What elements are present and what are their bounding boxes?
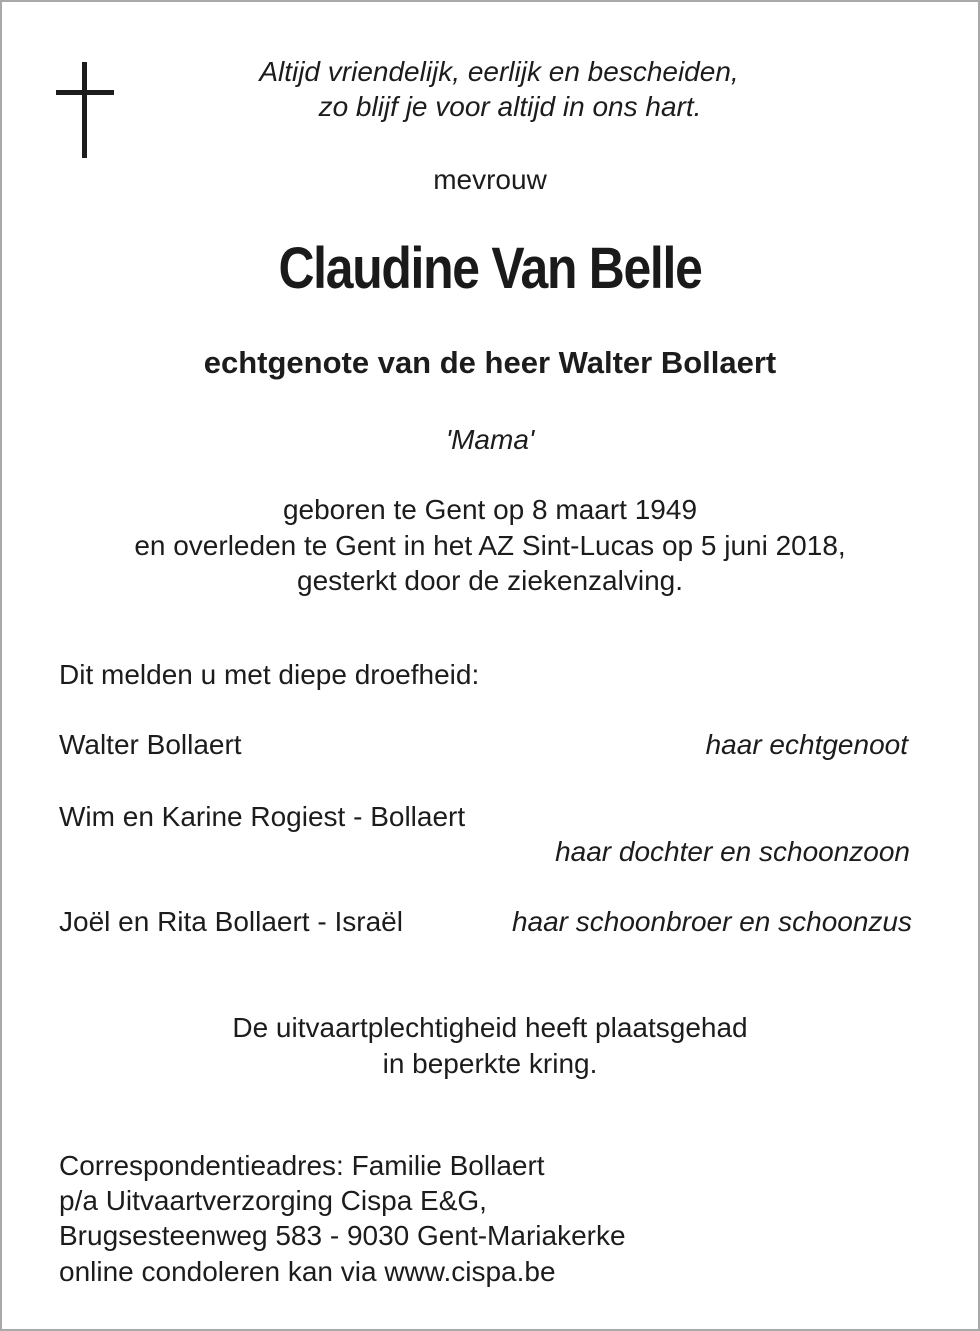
funeral-line-2: in beperkte kring. — [382, 1048, 598, 1079]
correspondence-line-2: p/a Uitvaartverzorging Cispa E&G, — [59, 1185, 487, 1216]
deceased-name: Claudine Van Belle — [278, 236, 702, 301]
mourner-name-1: Walter Bollaert — [59, 729, 242, 760]
title: mevrouw — [433, 164, 547, 195]
condolence-website-line: online condoleren kan via www.cispa.be — [59, 1256, 556, 1287]
mourner-name-2: Wim en Karine Rogiest - Bollaert — [59, 801, 466, 832]
correspondence-line-3: Brugsesteenweg 583 - 9030 Gent-Mariakerke — [59, 1220, 626, 1251]
announcement: Dit melden u met diepe droefheid: — [59, 659, 480, 690]
spouse-line: echtgenote van de heer Walter Bollaert — [203, 345, 777, 380]
motto-line-2: zo blijf je voor altijd in ons hart. — [318, 91, 702, 122]
mourner-relation-2: haar dochter en schoonzoon — [555, 836, 910, 867]
birth-line: geboren te Gent op 8 maart 1949 — [282, 494, 698, 525]
mourner-relation-3: haar schoonbroer en schoonzus — [511, 906, 912, 937]
mourner-name-3: Joël en Rita Bollaert - Israël — [59, 906, 403, 937]
mourner-relation-1: haar echtgenoot — [705, 729, 908, 760]
funeral-line-1: De uitvaartplechtigheid heeft plaatsgehad — [232, 1012, 748, 1043]
death-line: en overleden te Gent in het AZ Sint-Lucas op 5 juni 2018, — [134, 530, 846, 561]
motto-line-1: Altijd vriendelijk, eerlijk en bescheiden, — [259, 56, 739, 87]
sacrament-line: gesterkt door de ziekenzalving. — [297, 565, 683, 596]
nickname: 'Mama' — [445, 424, 535, 455]
correspondence-line-1: Correspondentieadres: Familie Bollaert — [59, 1150, 545, 1181]
